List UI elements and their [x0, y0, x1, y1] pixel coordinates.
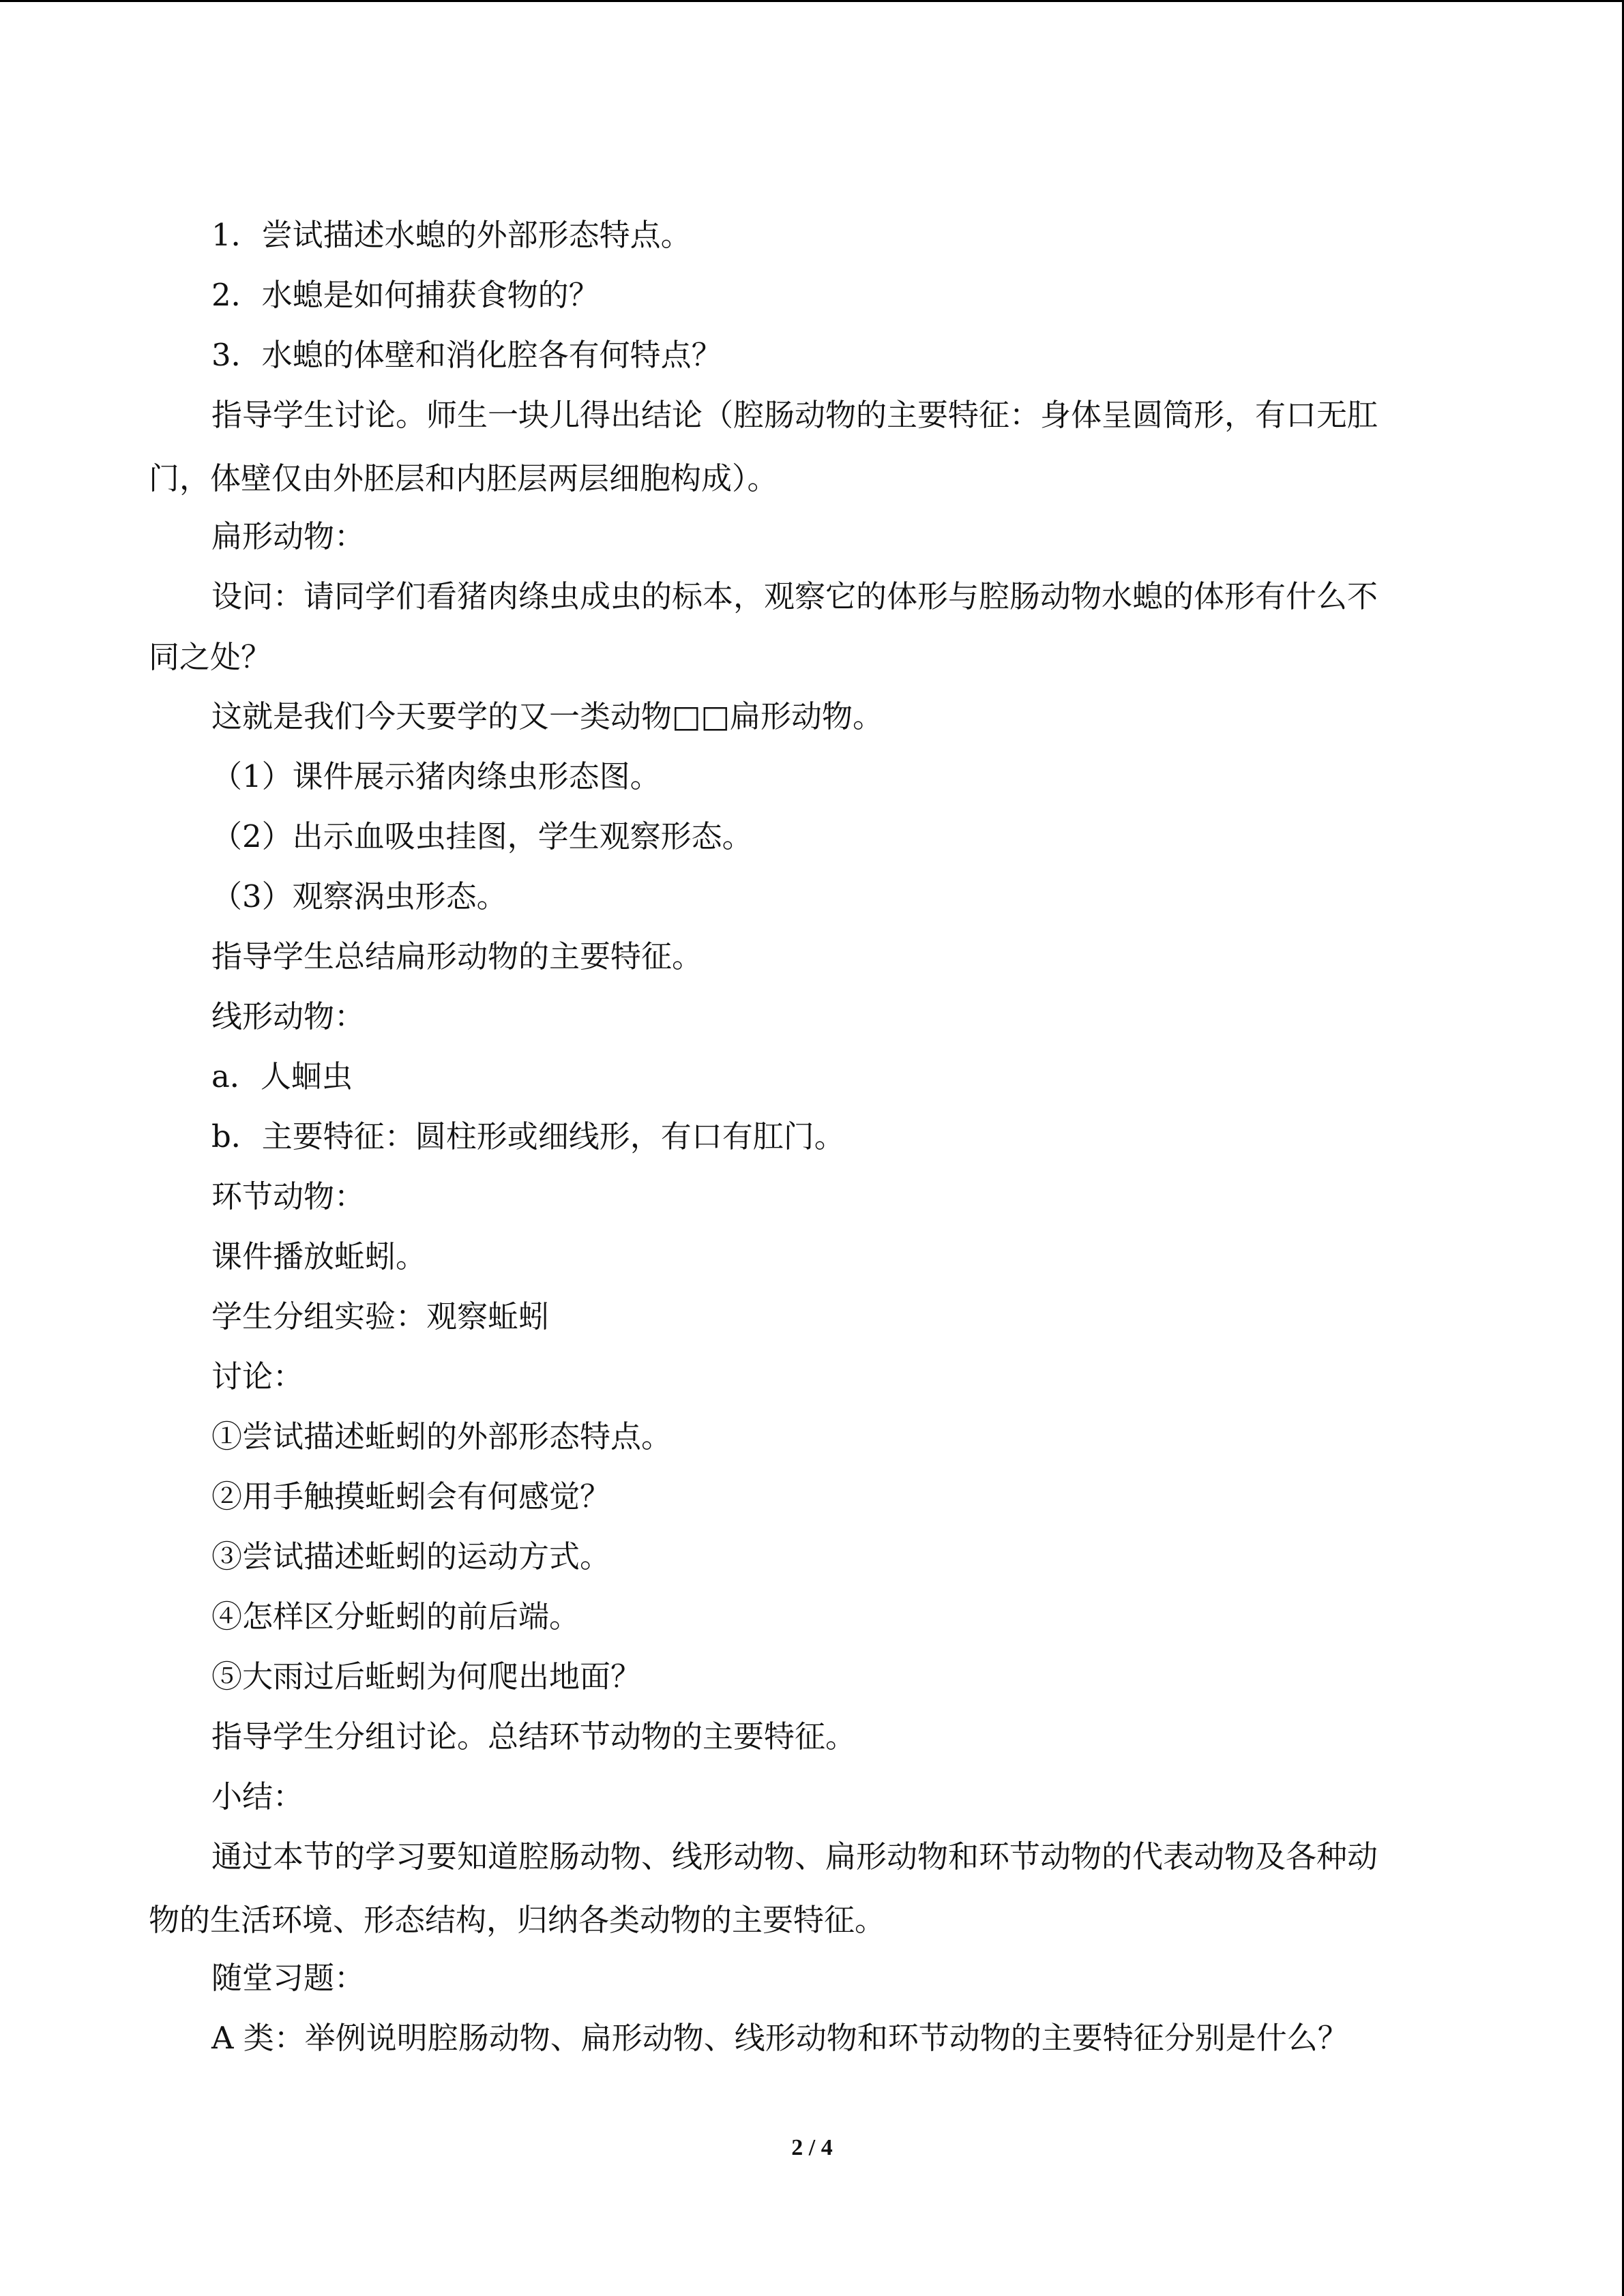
- paragraph-summary-flatworms: 指导学生总结扁形动物的主要特征。: [211, 938, 703, 974]
- paragraph-conclusion-line-1: 指导学生讨论。师生一块儿得出结论（腔肠动物的主要特征：身体呈圆筒形，有口无肛: [211, 397, 1378, 433]
- question-1: 1．尝试描述水螅的外部形态特点。: [211, 217, 692, 253]
- discussion-item-2: ②用手触摸蚯蚓会有何感觉？: [211, 1478, 611, 1515]
- section-heading-discussion: 讨论：: [211, 1358, 304, 1395]
- list-item-3: （3）观察涡虫形态。: [211, 878, 507, 914]
- discussion-item-4: ④怎样区分蚯蚓的前后端。: [211, 1598, 580, 1635]
- list-item-1: （1）课件展示猪肉绦虫形态图。: [211, 758, 661, 794]
- paragraph-intro-flatworms: 这就是我们今天要学的又一类动物□□扁形动物。: [211, 698, 884, 734]
- section-heading-exercises: 随堂习题：: [211, 1960, 366, 1996]
- page-border-top: [0, 0, 1624, 2]
- section-heading-roundworms: 线形动物：: [211, 998, 366, 1034]
- question-3: 3．水螅的体壁和消化腔各有何特点？: [211, 337, 722, 373]
- section-heading-flatworms: 扁形动物：: [211, 518, 366, 554]
- exercise-a: A 类：举例说明腔肠动物、扁形动物、线形动物和环节动物的主要特征分别是什么？: [211, 2020, 1348, 2056]
- list-item-b: b．主要特征：圆柱形或细线形，有口有肛门。: [211, 1118, 845, 1154]
- paragraph-conclusion-line-2: 门，体壁仅由外胚层和内胚层两层细胞构成）。: [149, 460, 778, 496]
- paragraph-summary-line-1: 通过本节的学习要知道腔肠动物、线形动物、扁形动物和环节动物的代表动物及各种动: [211, 1838, 1378, 1875]
- paragraph-question-line-1: 设问：请同学们看猪肉绦虫成虫的标本，观察它的体形与腔肠动物水螅的体形有什么不: [211, 578, 1378, 614]
- paragraph-experiment: 学生分组实验：观察蚯蚓: [211, 1298, 550, 1335]
- paragraph-video: 课件播放蚯蚓。: [211, 1238, 427, 1274]
- paragraph-summary-line-2: 物的生活环境、形态结构，归纳各类动物的主要特征。: [149, 1902, 886, 1938]
- paragraph-question-line-2: 同之处？: [149, 639, 272, 675]
- section-heading-annelids: 环节动物：: [211, 1178, 366, 1214]
- list-item-a: a．人蛔虫: [211, 1058, 353, 1094]
- question-2: 2．水螅是如何捕获食物的？: [211, 277, 600, 313]
- page-number: 2 / 4: [791, 2135, 833, 2160]
- paragraph-summary-annelids: 指导学生分组讨论。总结环节动物的主要特征。: [211, 1718, 857, 1755]
- section-heading-summary: 小结：: [211, 1778, 304, 1815]
- discussion-item-1: ①尝试描述蚯蚓的外部形态特点。: [211, 1418, 673, 1455]
- list-item-2: （2）出示血吸虫挂图，学生观察形态。: [211, 818, 753, 854]
- discussion-item-5: ⑤大雨过后蚯蚓为何爬出地面？: [211, 1658, 642, 1695]
- discussion-item-3: ③尝试描述蚯蚓的运动方式。: [211, 1538, 611, 1575]
